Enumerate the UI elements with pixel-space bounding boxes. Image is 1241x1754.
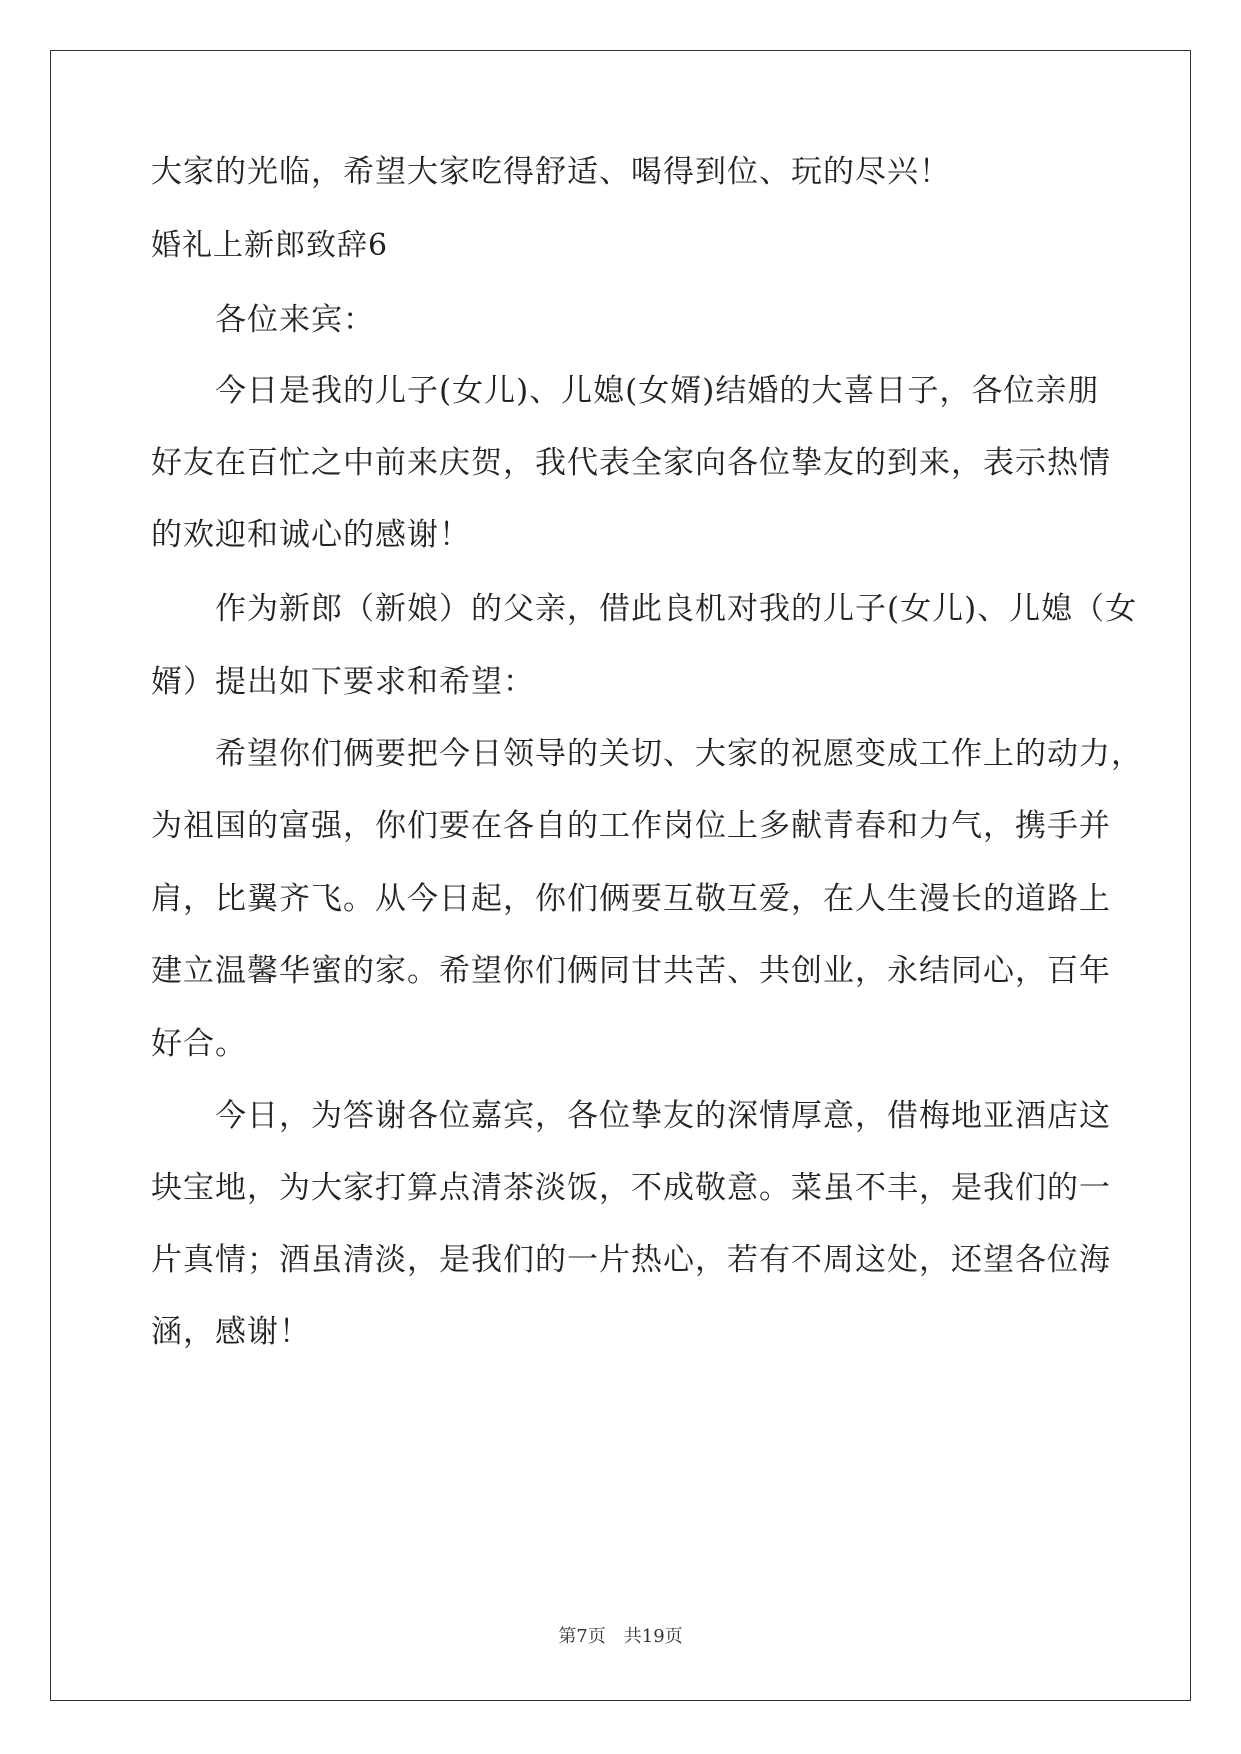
text-line: 为祖国的富强，你们要在各自的工作岗位上多献青春和力气，携手并 [151, 808, 1111, 844]
text-line: 希望你们俩要把今日领导的关切、大家的祝愿变成工作上的动力， [215, 736, 1143, 772]
text-line: 婿）提出如下要求和希望： [151, 664, 535, 700]
text-line: 好合。 [151, 1026, 247, 1062]
text-line: 的欢迎和诚心的感谢！ [151, 517, 471, 553]
text-line: 好友在百忙之中前来庆贺，我代表全家向各位挚友的到来，表示热情 [151, 445, 1111, 481]
page-current: 第7页 [558, 1626, 606, 1647]
salutation: 各位来宾： [215, 302, 375, 338]
page-border [50, 50, 1191, 1701]
text-line: 建立温馨华蜜的家。希望你们俩同甘共苦、共创业，永结同心，百年 [151, 953, 1111, 989]
text-line: 片真情；酒虽清淡，是我们的一片热心，若有不周这处，还望各位海 [151, 1242, 1111, 1278]
text-line: 今日是我的儿子(女儿)、儿媳(女婿)结婚的大喜日子，各位亲朋 [215, 373, 1100, 409]
text-line: 块宝地，为大家打算点清茶淡饭，不成敬意。菜虽不丰，是我们的一 [151, 1170, 1111, 1206]
text-line: 肩，比翼齐飞。从今日起，你们俩要互敬互爱，在人生漫长的道路上 [151, 881, 1111, 917]
page-total: 共19页 [623, 1626, 683, 1647]
page-footer [0, 1625, 1241, 1649]
text-line: 今日，为答谢各位嘉宾，各位挚友的深情厚意，借梅地亚酒店这 [215, 1098, 1111, 1134]
section-heading: 婚礼上新郎致辞6 [151, 228, 389, 263]
text-line: 作为新郎（新娘）的父亲，借此良机对我的儿子(女儿)、儿媳（女 [215, 591, 1138, 627]
text-line: 涵，感谢！ [151, 1314, 311, 1350]
text-line: 大家的光临，希望大家吃得舒适、喝得到位、玩的尽兴！ [151, 154, 951, 190]
